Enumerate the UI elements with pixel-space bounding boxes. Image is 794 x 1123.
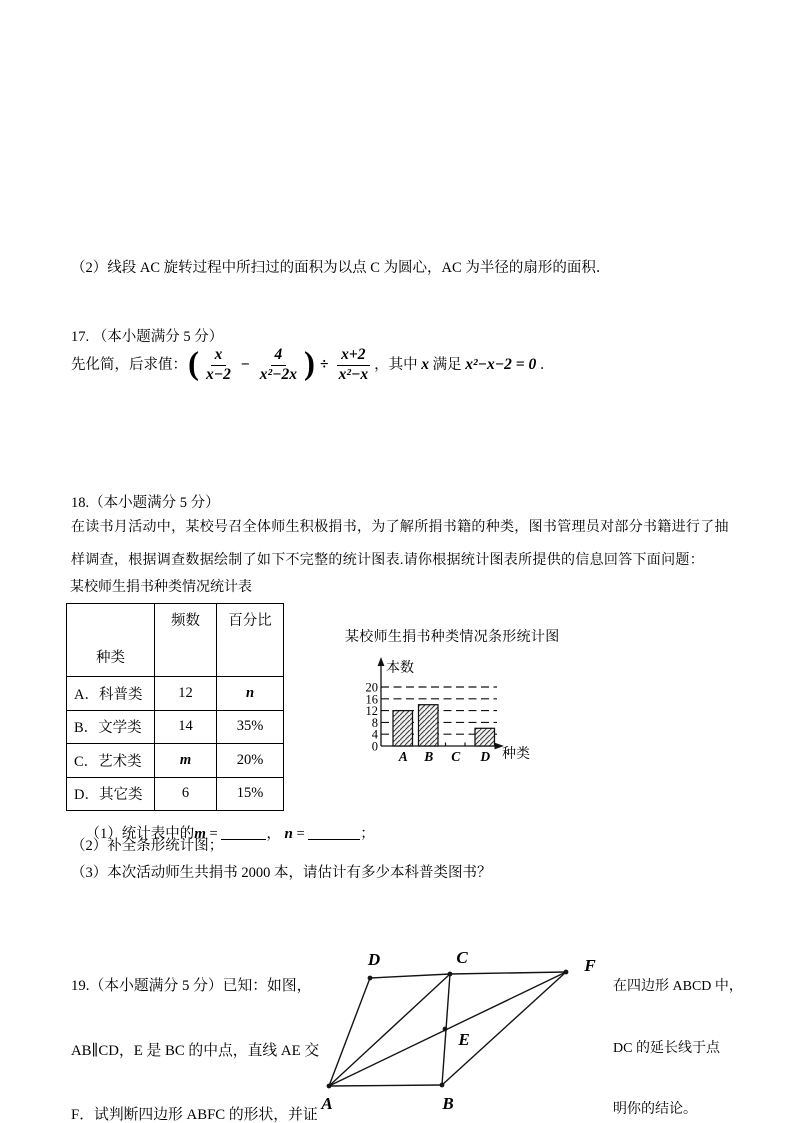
q19-right-line1: 在四边形 ABCD 中， bbox=[613, 979, 743, 994]
geometry-figure bbox=[300, 945, 612, 1123]
q19-text-right bbox=[613, 936, 743, 1123]
cell-frequency-b: 14 bbox=[155, 710, 217, 744]
segment-AC bbox=[329, 974, 450, 1086]
minus-operator: − bbox=[240, 356, 250, 373]
figure-label-B: B bbox=[442, 1094, 454, 1113]
point-F bbox=[564, 970, 569, 975]
close-paren: ) bbox=[304, 346, 316, 383]
svg-text:12: 12 bbox=[365, 704, 378, 719]
svg-text:4: 4 bbox=[371, 727, 378, 742]
cell-frequency-c-variable-m: m bbox=[155, 744, 217, 778]
q17-formula-prefix: 先化简，后求值： bbox=[71, 356, 187, 373]
q18-header: 18.（本小题满分 5 分） bbox=[71, 495, 220, 511]
svg-text:8: 8 bbox=[371, 715, 378, 730]
table-header-category: 种类 bbox=[67, 604, 155, 677]
table-row-c bbox=[67, 744, 284, 778]
q18-sub1-comma: ， bbox=[266, 826, 285, 843]
cell-percentage-d: 15% bbox=[217, 777, 284, 811]
svg-text:C: C bbox=[451, 749, 461, 764]
divide-operator: ÷ bbox=[320, 356, 329, 373]
fraction-1-numerator: x bbox=[211, 347, 227, 365]
cell-percentage-b: 35% bbox=[217, 710, 284, 744]
q18-sub1-semicolon: ； bbox=[360, 826, 375, 843]
table-row-a bbox=[67, 677, 284, 711]
fraction-2-denominator: x²−2x bbox=[259, 365, 298, 383]
table-row-b bbox=[67, 710, 284, 744]
fraction-3 bbox=[336, 347, 372, 383]
q17-condition-var: x bbox=[421, 356, 429, 373]
cell-category-d: D．其它类 bbox=[67, 777, 155, 811]
equals-sign-1: = bbox=[205, 826, 222, 843]
fraction-1 bbox=[203, 347, 234, 383]
q19-left-line3: F．试判断四边形 ABFC 的形状，并证 bbox=[71, 1107, 318, 1123]
fraction-2-numerator: 4 bbox=[271, 347, 287, 365]
segment-AB bbox=[329, 1085, 442, 1086]
fraction-3-numerator: x+2 bbox=[337, 347, 369, 365]
table-header-frequency: 频数 bbox=[155, 604, 217, 677]
svg-text:16: 16 bbox=[365, 692, 378, 707]
stats-table bbox=[66, 603, 284, 811]
figure-edges bbox=[329, 972, 566, 1086]
figure-label-A: A bbox=[321, 1094, 333, 1113]
q18-sub2: （2）补全条形统计图； bbox=[71, 838, 224, 854]
segment-AF bbox=[329, 972, 566, 1086]
point-D bbox=[368, 976, 373, 981]
cell-frequency-a: 12 bbox=[155, 677, 217, 711]
q17-condition-equation: x²−x−2 = 0 bbox=[465, 356, 537, 373]
q18-sub3: （3）本次活动师生共捐书 2000 本，请估计有多少本科普类图书？ bbox=[71, 865, 492, 881]
q17-condition-pre: ，其中 bbox=[374, 356, 422, 373]
svg-text:0: 0 bbox=[371, 739, 378, 754]
svg-text:20: 20 bbox=[365, 680, 378, 695]
q17-period: ． bbox=[536, 356, 555, 373]
svg-text:D: D bbox=[480, 749, 491, 764]
svg-text:A: A bbox=[398, 749, 408, 764]
q18-paragraph-line1: 在读书月活动中，某校号召全体师生积极捐书，为了解所捐书籍的种类，图书管理员对部分书籍进行了抽 bbox=[71, 520, 729, 535]
cell-percentage-c: 20% bbox=[217, 744, 284, 778]
segment-DC bbox=[370, 974, 450, 978]
cell-percentage-a-variable-n: n bbox=[217, 677, 284, 711]
q17-formula bbox=[71, 340, 554, 390]
variable-n: n bbox=[284, 826, 293, 843]
equals-sign-2: = bbox=[292, 826, 309, 843]
fraction-2 bbox=[257, 347, 300, 383]
q17-header: 17. （本小题满分 5 分） bbox=[71, 329, 224, 345]
fraction-3-denominator: x²−x bbox=[338, 365, 369, 383]
cell-category-b: B．文学类 bbox=[67, 710, 155, 744]
svg-text:种类: 种类 bbox=[502, 747, 530, 762]
answer-blank-m bbox=[221, 825, 266, 840]
point-E bbox=[443, 1027, 448, 1032]
point-B bbox=[440, 1083, 445, 1088]
bar-chart bbox=[340, 655, 556, 767]
q19-left-line2: AB∥CD，E 是 BC 的中点，直线 AE 交 bbox=[71, 1042, 320, 1059]
fraction-1-denominator: x−2 bbox=[206, 365, 231, 383]
figure-label-E: E bbox=[458, 1030, 470, 1049]
figure-label-C: C bbox=[456, 948, 468, 967]
q19-text-left bbox=[71, 933, 319, 1123]
q16-part2-text: （2）线段 AC 旋转过程中所扫过的面积为以点 C 为圆心，AC 为半径的扇形的面积． bbox=[71, 260, 611, 276]
variable-m: m bbox=[194, 826, 206, 843]
cell-category-c: C．艺术类 bbox=[67, 744, 155, 778]
q19-right-line3: 明你的结论。 bbox=[613, 1102, 697, 1117]
figure-label-D: D bbox=[367, 950, 381, 969]
q18-paragraph-line2: 样调查，根据调查数据绘制了如下不完整的统计图表.请你根据统计图表所提供的信息回答下面问题： bbox=[71, 553, 704, 568]
table-header-row bbox=[67, 604, 284, 677]
segment-CF bbox=[450, 972, 566, 974]
table-header-percentage: 百分比 bbox=[217, 604, 284, 677]
stats-table-title: 某校师生捐书种类情况统计表 bbox=[70, 580, 252, 595]
figure-label-F: F bbox=[584, 956, 596, 975]
segment-BF bbox=[442, 972, 566, 1085]
q19-left-line1: 19.（本小题满分 5 分）已知：如图， bbox=[71, 978, 312, 994]
q17-condition-mid: 满足 bbox=[428, 356, 466, 373]
q18-sub1-prefix: （1）统计表中的 bbox=[85, 826, 195, 843]
svg-text:本数: 本数 bbox=[386, 661, 414, 676]
answer-blank-n bbox=[308, 825, 360, 840]
svg-text:B: B bbox=[424, 749, 434, 764]
stats-table-wrap bbox=[66, 603, 284, 811]
point-C bbox=[448, 972, 453, 977]
bar-chart-title: 某校师生捐书种类情况条形统计图 bbox=[345, 630, 560, 645]
q19-right-line2: DC 的延长线于点 bbox=[613, 1040, 720, 1056]
open-paren: ( bbox=[188, 346, 199, 383]
cell-category-a: A．科普类 bbox=[67, 677, 155, 711]
cell-frequency-d: 6 bbox=[155, 777, 217, 811]
point-A bbox=[327, 1084, 332, 1089]
